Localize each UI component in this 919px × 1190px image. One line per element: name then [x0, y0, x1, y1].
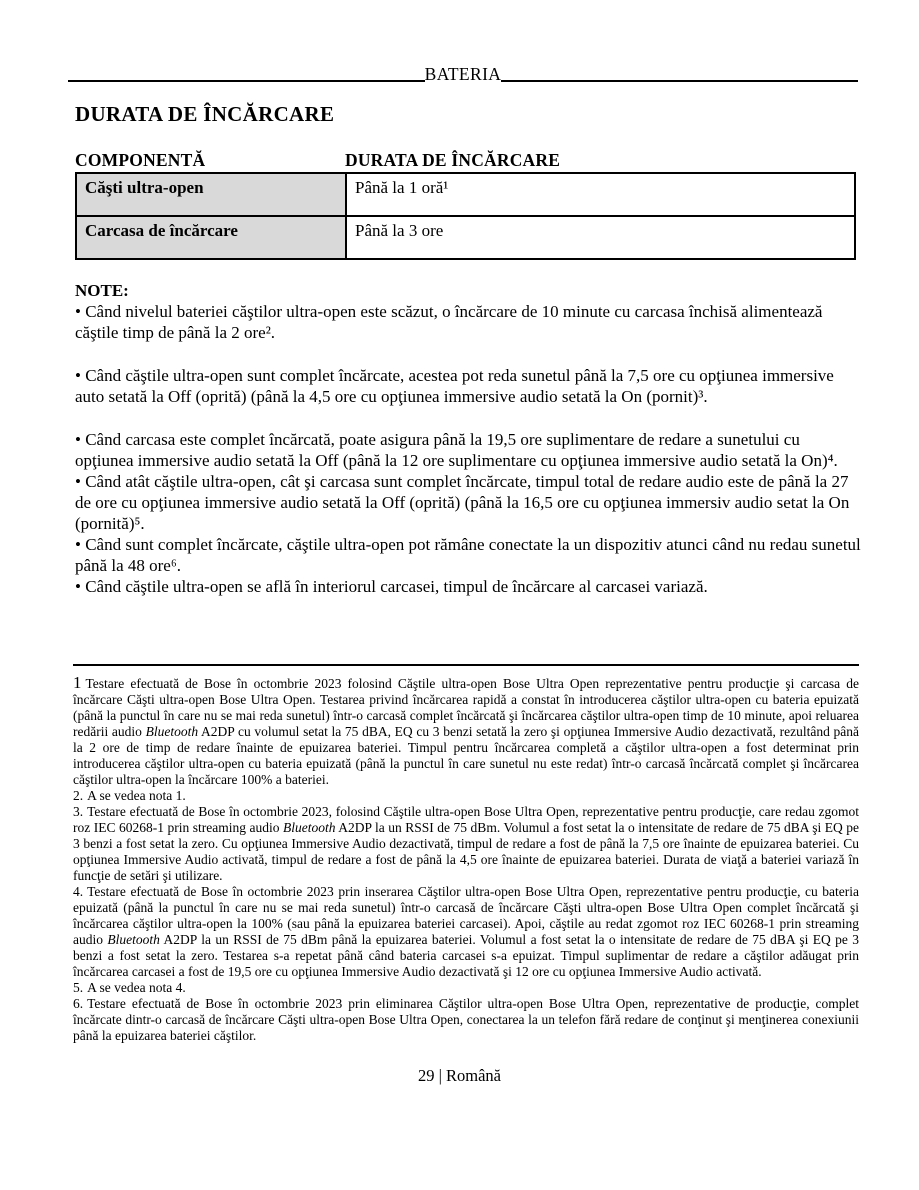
table-row: [76, 216, 855, 259]
note-item: • Când atât căştile ultra-open, cât şi carcasa sunt complet încărcate, timpul total de redare audio este de până la 27 de ore cu opţiunea immersive audio setată la Off (oprită) (până la 16,5 ore cu opţiunea immersiv audio setat la On (pornită)⁵.: [75, 472, 850, 533]
page-header: [68, 64, 858, 84]
footnote-text: Testare efectuată de Bose în octombrie 2023 prin eliminarea Căştilor ultra-open Bose Ultra Open, reprezentative de producţie, complet încărcate dintr-o carcasă de încărcare Căşti ultra-open Bose Ultra Open, conectarea la un telefon fără redare de conţinut şi menţinerea conexiunii până la epuizarea bateriei căştilor.: [73, 996, 859, 1043]
section-title: DURATA DE ÎNCĂRCARE: [75, 102, 335, 126]
note-item: • Când nivelul bateriei căştilor ultra-open este scăzut, o încărcare de 10 minute cu carcasa închisă alimentează căştile timp de până la 2 ore².: [75, 302, 823, 342]
note-item: • Când sunt complet încărcate, căştile ultra-open pot rămâne conectate la un dispozitiv atunci când nu redau sunetul până la 48 ore⁶.: [75, 535, 861, 575]
note-item: • Când căştile ultra-open sunt complet încărcate, acestea pot reda sunetul până la 7,5 ore cu opţiunea immersive auto setată la Off (oprită) (până la 4,5 ore cu opţiunea immersive audio setată la On (pornit)³.: [75, 366, 834, 406]
table-row: [76, 173, 855, 216]
footnote: [73, 675, 859, 788]
duration-cell: Până la 3 ore: [346, 216, 855, 259]
footnotes-section: [73, 664, 859, 1044]
column-header-component: COMPONENTĂ: [75, 150, 206, 170]
footnote-text: A se vedea nota 4.: [87, 980, 186, 995]
column-header-duration: DURATA DE ÎNCĂRCARE: [345, 150, 561, 170]
charging-table: [75, 172, 856, 260]
footnote-marker: 6.: [73, 996, 84, 1011]
footnote-marker: 5.: [73, 980, 84, 995]
table-header-row: [75, 150, 856, 170]
footnote-text: Testare efectuată de Bose în octombrie 2023 folosind Căştile ultra-open Bose Ultra Open reprezentative pentru producţie şi carcasa de încărcare Căşti ultra-open Bose Ultra Open. Testarea privind încărcarea rapidă a constat în introducerea căştilor ultra-open cu bateria epuizată (până la punctul în care nu se mai reda sunetul) într-o carcasă complet încărcată şi încărcarea căştilor ultra-open timp de 10 minute, apoi reluarea redării audio Bluetooth A2DP cu volumul setat la 75 dBA, EQ cu 3 benzi setată la zero şi opţiunea Immersive Audio dezactivată, rezultând până la 2 ore de timp de redare înainte de epuizarea bateriei. Timpul pentru încărcarea completă a căştilor ultra-open a fost determinat prin introducerea căştilor ultra-open cu bateria epuizată (până la punctul în care sunetul nu este redat) într-o carcasă încărcată complet şi încărcarea căştilor ultra-open la încărcare 100% a bateriei.: [73, 676, 859, 787]
footnote-marker: 3.: [73, 804, 84, 819]
footnote-separator: [73, 664, 859, 666]
footnote-marker: 1: [73, 673, 82, 692]
note-item: • Când carcasa este complet încărcată, poate asigura până la 19,5 ore suplimentare de redare a sunetului cu opţiunea immersive audio setată la Off (până la 12 ore suplimentare cu opţiunea immersive audio setată la On)⁴.: [75, 430, 838, 470]
footnote: [73, 996, 859, 1044]
header-rule-right: [501, 80, 858, 82]
header-title: BATERIA: [424, 64, 502, 84]
charging-table-block: [75, 150, 856, 260]
duration-cell: Până la 1 oră¹: [346, 173, 855, 216]
header-rule-left: [68, 80, 425, 82]
notes-heading: NOTE:: [75, 281, 129, 300]
note-item: • Când căştile ultra-open se află în interiorul carcasei, timpul de încărcare al carcasei variază.: [75, 577, 708, 596]
component-cell: Carcasa de încărcare: [76, 216, 346, 259]
footnote-marker: 2.: [73, 788, 84, 803]
footnote-marker: 4.: [73, 884, 84, 899]
footnote-text: A se vedea nota 1.: [87, 788, 186, 803]
footnote: [73, 980, 859, 996]
footnote: [73, 788, 859, 804]
footnote-text: Testare efectuată de Bose în octombrie 2023 prin inserarea Căştilor ultra-open Bose Ultra Open, reprezentative pentru producţie, cu bateria epuizată (până la punctul în care nu se mai reda sunetul) într-o carcasă de încărcare Căşti ultra-open Bose Ultra Open complet încărcată şi încărcarea căştilor ultra-open la 100% (sau până la epuizarea bateriei carcasei). Apoi, căştile au redat zgomot roz IEC 60268-1 prin streaming audio Bluetooth A2DP la un RSSI de 75 dBm până la epuizarea bateriei. Volumul a fost setat la o intensitate de redare de 75 dBA şi EQ pe 3 benzi a fost setat la zero. Testarea s-a repetat până când bateria carcasei s-a epuizat. Timpul suplimentar de redare a căştilor adăugat prin încărcarea carcasei a fost de 19,5 ore cu opţiunea Immersive Audio dezactivată şi 12 ore cu opţiunea Immersive Audio activată.: [73, 884, 859, 979]
footnote-text: Testare efectuată de Bose în octombrie 2023, folosind Căştile ultra-open Bose Ultra Open, reprezentative pentru producţie, care redau zgomot roz IEC 60268-1 prin streaming audio Bluetooth A2DP la un RSSI de 75 dBm. Volumul a fost setat la o intensitate de redare de 75 dBA şi EQ pe 3 benzi a fost setat la zero. Cu opţiunea Immersive Audio dezactivată, timpul de redare a fost de până la 7,5 ore înainte de epuizarea bateriei. Cu opţiunea Immersive Audio activată, timpul de redare a fost de până la 4,5 ore înainte de epuizarea bateriei. Durata de viaţă a bateriei variază în funcţie de setări şi utilizare.: [73, 804, 859, 883]
component-cell: Căşti ultra-open: [76, 173, 346, 216]
footnote: [73, 804, 859, 884]
footnote: [73, 884, 859, 980]
notes-section: [75, 280, 861, 597]
page-footer: 29 | Română: [417, 1066, 502, 1085]
